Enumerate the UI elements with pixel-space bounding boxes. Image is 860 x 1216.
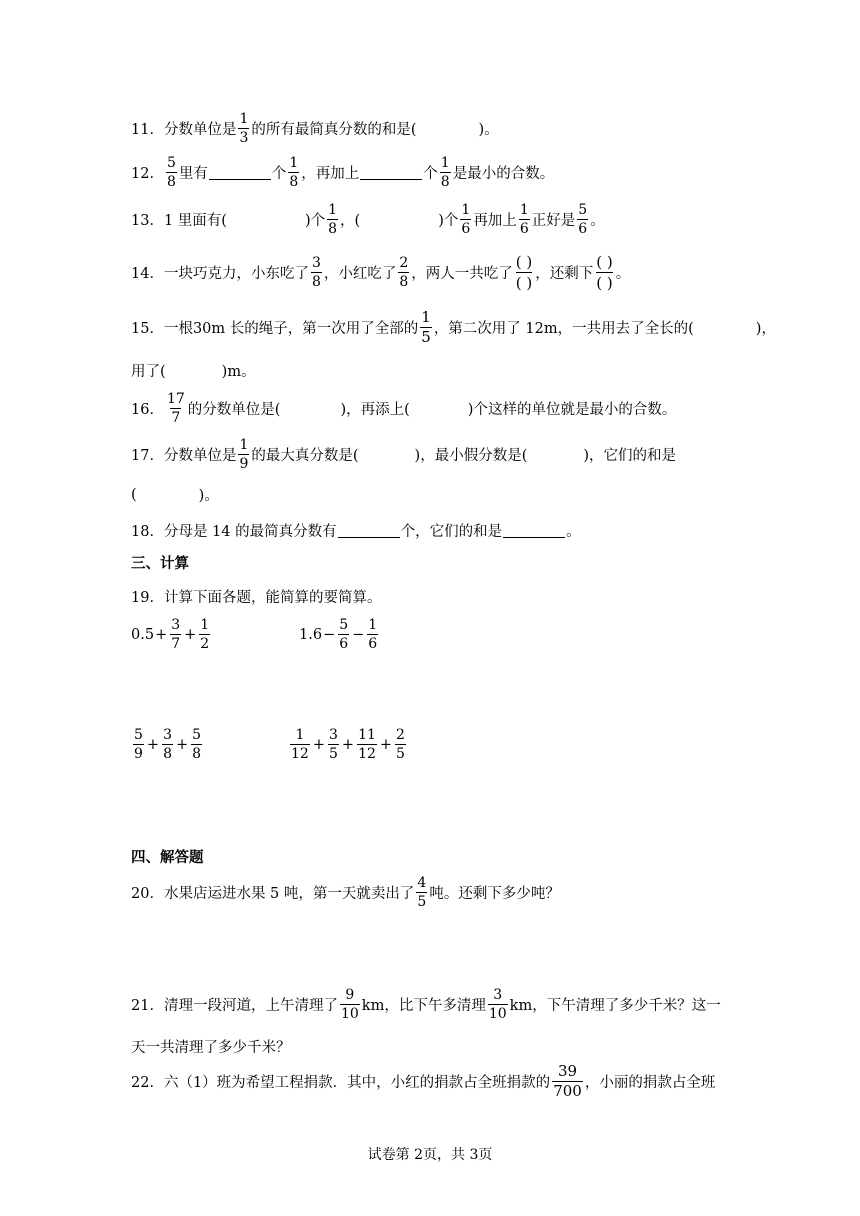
expression-3 [131,728,204,761]
question-text: 的所有最简真分数的和是( [251,122,417,138]
question-text: 1 里面有( [163,213,227,229]
question-16 [131,392,676,425]
question-number: 16． [131,402,164,418]
question-13 [131,203,605,236]
question-number: 17． [131,448,164,464]
section-heading-calculation: 三、计算 [131,556,189,572]
operator: − [323,626,336,643]
question-17-cont [131,484,219,505]
question-21 [131,988,721,1021]
fraction: $\frac{4}{5}$ [417,875,427,910]
fraction: $\frac{3}{5}$ [328,727,338,762]
fraction: $\frac{9}{10}$ [340,987,359,1022]
question-21-cont [131,1036,291,1057]
question-text: 用了( [131,364,166,380]
question-15 [131,310,776,345]
question-text: )个 [438,213,459,229]
question-text: 一块巧克力，小东吃了 [163,266,309,282]
question-number: 12． [131,166,164,182]
page-footer: 试卷第 2页，共 3页 [367,1147,493,1163]
fraction: $\frac{1}{5}$ [421,308,431,346]
answer-blank[interactable] [338,524,400,538]
question-text: )。 [198,488,219,504]
fraction: $\frac{1}{12}$ [291,727,309,762]
question-number: 18． [131,524,164,540]
question-text: )个 [304,213,326,229]
expression-4 [288,728,408,761]
question-text: 的分数单位是( [187,402,281,418]
fraction: $\frac{3}{10}$ [488,987,507,1022]
fraction: $\frac{1}{6}$ [519,202,529,237]
question-number: 22． [131,1075,164,1091]
fraction: $\frac{2}{8}$ [399,255,409,290]
fraction: $\frac{1}{2}$ [200,617,210,652]
question-text: ，还剩下 [535,266,594,282]
fraction: $\frac{1}{6}$ [368,617,378,652]
question-text: 个 [423,166,438,182]
question-number: 19． [131,590,164,606]
question-text: km，下午清理了多少千米？这一 [509,998,721,1014]
question-text: 天一共清理了多少千米？ [131,1040,291,1056]
question-number: 14． [131,266,164,282]
question-text: 六（1）班为希望工程捐款．其中，小红的捐款占全班捐款的 [163,1075,551,1091]
expression-1 [131,618,212,651]
operator: + [146,736,160,753]
fraction: $\frac{5}{8}$ [192,727,202,762]
operator: + [312,736,325,753]
question-number: 13． [131,213,164,229]
question-text: 里有 [178,166,208,182]
answer-blank[interactable] [503,524,565,538]
question-text: 水果店运进水果 5 吨，第一天就卖出了 [163,886,415,902]
question-17 [131,438,676,471]
question-12 [131,156,554,189]
question-text: )，再添上( [340,402,410,418]
question-text: )。 [478,122,499,138]
question-text: ( [131,486,137,503]
question-text: 的最大真分数是( [251,448,359,464]
expression-term: 1.6 [299,626,323,643]
fraction: $\frac{1}{6}$ [461,202,471,237]
fraction: $\frac{5}{6}$ [578,202,588,237]
expression-term: 0.5 [131,626,155,643]
fraction-answer-box[interactable]: ( ) ( ) [596,253,613,292]
question-text: )，它们的和是 [583,448,677,464]
section-heading-answers: 四、解答题 [131,850,204,866]
operator: + [379,736,393,753]
question-text: ，第二次用了 12m，一共用去了全长的( [433,321,694,337]
fraction: $\frac{5}{9}$ [134,727,143,762]
question-text: ，再加上 [301,166,360,182]
operator: + [155,626,168,643]
question-15-cont [131,360,256,381]
answer-blank[interactable] [360,166,422,180]
question-text: 。 [615,266,631,282]
question-number: 21． [131,998,164,1014]
question-text: 是最小的合数。 [452,166,555,182]
question-text: 。 [590,213,605,229]
fraction: $\frac{5}{6}$ [339,617,349,652]
question-text: ，( [340,213,361,229]
question-text: ，两人一共吃了 [411,266,513,282]
fraction: $\frac{1}{3}$ [239,111,249,146]
question-20 [131,876,560,909]
question-text: 一根30m 长的绳子，第一次用了全部的 [163,321,419,337]
question-number: 11． [131,122,164,138]
fraction: $\frac{1}{8}$ [289,155,299,190]
fraction: $\frac{1}{8}$ [440,155,450,190]
question-number: 15． [131,321,164,337]
question-text: 再加上 [473,213,517,229]
fraction: $\frac{3}{7}$ [171,617,181,652]
question-text: 计算下面各题，能简算的要简算。 [163,590,382,606]
question-text: )个这样的单位就是最小的合数。 [467,402,677,418]
question-text: km，比下午多清理 [361,998,486,1014]
question-text: 个，它们的和是 [400,524,503,540]
fraction: $\frac{5}{8}$ [166,155,176,190]
question-number: 20． [131,886,164,902]
operator: + [341,736,355,753]
fraction: $\frac{11}{12}$ [358,727,376,762]
fraction-answer-box[interactable]: ( ) ( ) [515,253,533,292]
question-text: ，小红吃了 [323,266,397,282]
question-22 [131,1064,715,1099]
question-14 [131,253,630,292]
question-text: ，小丽的捐款占全班 [584,1075,716,1091]
question-text: )m。 [221,364,256,380]
operator: + [184,626,197,643]
fraction: $\frac{1}{8}$ [328,202,338,237]
question-19 [131,586,381,607]
question-text: )， [755,321,776,337]
question-text: 正好是 [531,213,576,229]
question-text: )，最小假分数是( [414,448,528,464]
question-text: 吨。还剩下多少吨？ [429,886,560,902]
question-text: 。 [566,524,581,540]
fraction: $\frac{1}{9}$ [239,437,249,472]
question-18 [131,520,581,541]
question-text: 分数单位是 [163,448,237,464]
fraction: $\frac{3}{8}$ [311,255,321,290]
operator: + [176,736,189,753]
answer-blank[interactable] [209,166,271,180]
fraction: $\frac{39}{700}$ [553,1062,582,1100]
question-text: 分数单位是 [163,122,237,138]
question-text: 分母是 14 的最简真分数有 [163,524,337,540]
question-text: 个 [271,166,287,182]
fraction: $\frac{3}{8}$ [163,727,172,762]
question-11 [131,112,499,145]
expression-2 [299,618,380,651]
fraction: $\frac{2}{5}$ [396,727,405,762]
operator: − [352,626,365,643]
question-text: 清理一段河道，上午清理了 [163,998,338,1014]
fraction: $\frac{17}{7}$ [166,391,185,426]
